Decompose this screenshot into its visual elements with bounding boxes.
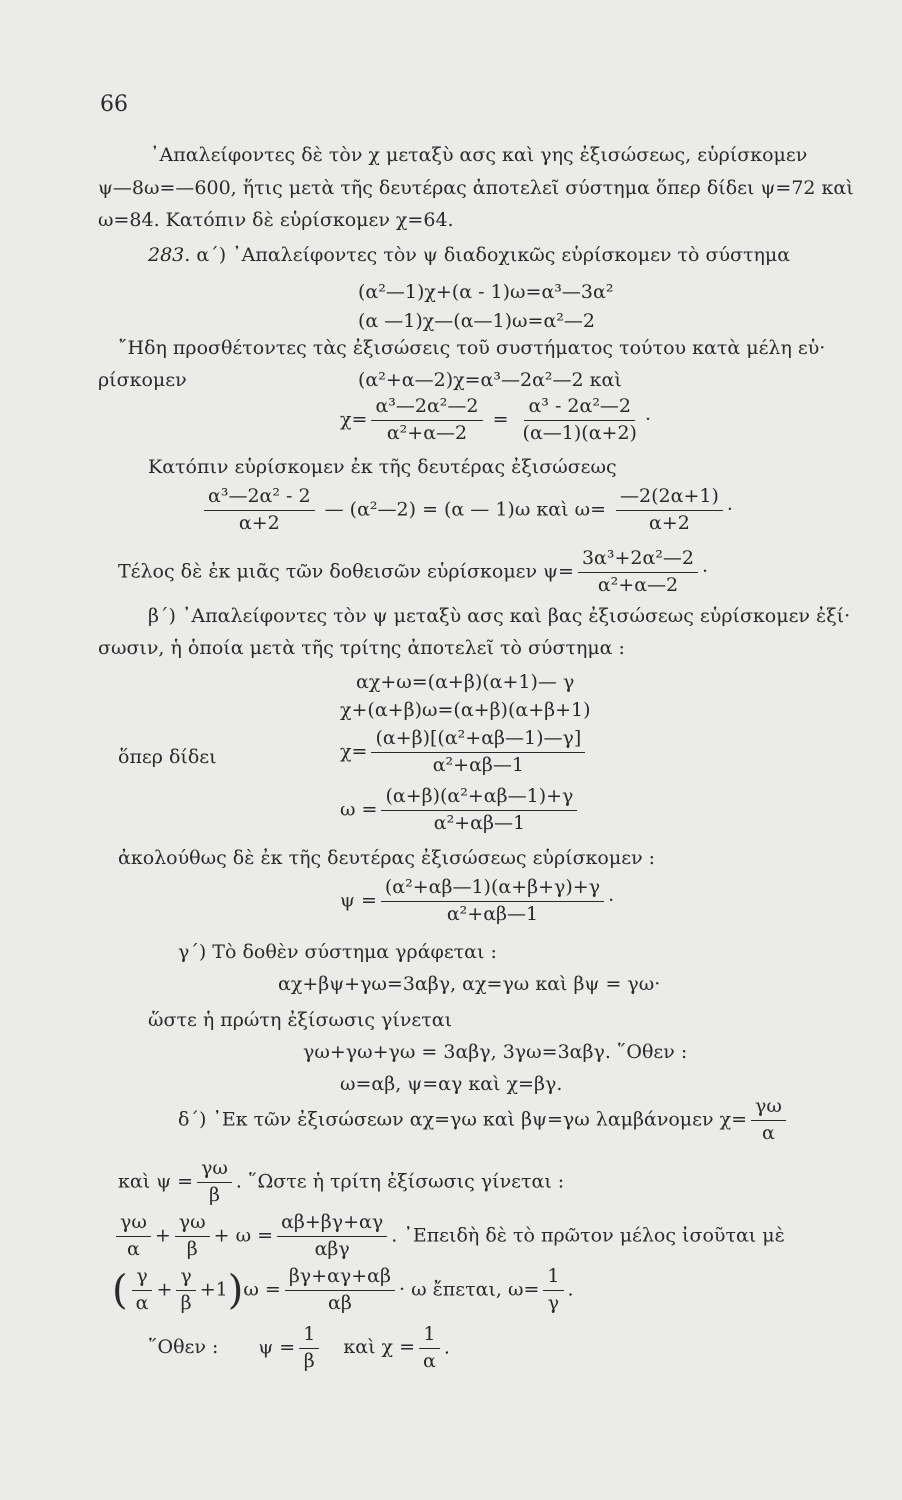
fraction-x-2 [519, 396, 641, 445]
dot: · [726, 498, 733, 521]
c-line-2: ὥστε ἡ πρώτη ἐξίσωσις γίνεται [148, 1009, 453, 1031]
system-eq-1: (α²—1)χ+(α - 1)ω=α³—3α² [358, 281, 614, 303]
equation-sum: (α²+α—2)χ=α³—2α²—2 καὶ [358, 369, 622, 391]
numerator: γ [176, 1266, 195, 1291]
intro-line-3: ω=84. Κατόπιν δὲ εὑρίσκομεν χ=64. [98, 209, 454, 231]
fraction-f7 [419, 1324, 440, 1373]
d-kai-psi: καὶ ψ = [118, 1170, 194, 1193]
text-riskomen: ρίσκομεν [98, 369, 187, 391]
b-equation-psi [340, 877, 614, 926]
system-eq-2: (α —1)χ—(α—1)ω=α²—2 [358, 310, 595, 332]
numerator: (α²+αβ—1)(α+β+γ)+γ [381, 877, 604, 902]
fraction-g2 [176, 1266, 195, 1315]
fraction-bpsi [381, 877, 604, 926]
d-line-5 [148, 1324, 450, 1373]
numerator: 3α³+2α²—2 [578, 548, 698, 573]
denominator: α²+αβ—1 [446, 902, 539, 925]
numerator: αβ+βγ+αγ [277, 1212, 387, 1237]
c-equation-2: γω+γω+γω = 3αβγ, 3γω=3αβγ. ῞Οθεν : [303, 1041, 688, 1063]
right-paren: ) [227, 1267, 244, 1314]
denominator: α²+α—2 [597, 573, 679, 596]
equation-omega [200, 486, 733, 535]
numerator: 1 [299, 1324, 319, 1349]
d-epeidi-text: . ᾿Επειδὴ δὲ τὸ πρῶτον μέλος ἰσοῦται μὲ [391, 1224, 785, 1247]
text-oper-didei: ὅπερ δίδει [118, 746, 217, 768]
fraction-f3 [277, 1212, 387, 1261]
b-line-1: β΄) ᾿Απαλείφοντες τὸν ψ μεταξὺ ασς καὶ βας ἐξισώσεως εὑρίσκομεν ἐξί· [148, 605, 851, 627]
fraction-dpsi [197, 1158, 232, 1207]
denominator: β [303, 1349, 315, 1372]
psi-equals: ψ = [258, 1336, 296, 1359]
omega-equals: ω = [243, 1278, 281, 1301]
denominator: γ [547, 1291, 560, 1314]
text-telos: Τέλος δὲ ἐκ μιᾶς τῶν δοθεισῶν εὑρίσκομεν ψ= [118, 560, 574, 583]
denominator: α²+αβ—1 [433, 811, 526, 834]
fraction-psi [578, 548, 698, 597]
section-a-text: α΄) ᾿Απαλείφοντες τὸν ψ διαδοχικῶς εὑρίσκομεν τὸ σύστημα [196, 244, 791, 266]
othen-text: ῞Οθεν : [148, 1336, 219, 1359]
b-line-2: σωσιν, ἡ ὁποία μετὰ τῆς τρίτης ἀποτελεῖ τὸ σύστημα : [98, 637, 625, 659]
c-line-1: γ΄) Τὸ δοθὲν σύστημα γράφεται : [178, 941, 497, 963]
d-text-2: . ῞Ωστε ἡ τρίτη ἐξίσωσις γίνεται : [235, 1170, 565, 1193]
denominator: α [762, 1121, 775, 1144]
intro-line-1: ᾿Απαλείφοντες δὲ τὸν χ μεταξὺ ασς καὶ γης ἐξισώσεως, εὑρίσκομεν [150, 144, 808, 166]
d-line-2 [118, 1158, 564, 1207]
d-text-1: δ΄) ᾿Εκ τῶν ἐξισώσεων αχ=γω καὶ βψ=γω λαμβάνομεν χ= [178, 1108, 748, 1131]
d-epetai-text: · ω ἔπεται, ω= [399, 1278, 540, 1301]
denominator: β [180, 1291, 192, 1314]
d-line-1 [178, 1096, 790, 1145]
fraction-g1 [132, 1266, 153, 1315]
denominator: α²+αβ—1 [432, 753, 524, 776]
numerator: γω [116, 1212, 151, 1237]
numerator: (α+β)(α²+αβ—1)+γ [381, 786, 577, 811]
b-system-eq-1: αχ+ω=(α+β)(α+1)— γ [356, 671, 575, 693]
denominator: β [209, 1183, 220, 1206]
fraction-bw [381, 786, 577, 835]
numerator: 1 [543, 1266, 563, 1291]
fraction-f5 [543, 1266, 563, 1315]
end-dot: . [567, 1278, 574, 1301]
plus-sign: + [154, 1224, 171, 1247]
plus-one: +1 [199, 1278, 228, 1301]
text-katopin: Κατόπιν εὑρίσκομεν ἐκ τῆς δευτέρας ἐξισώσεως [148, 456, 617, 478]
fraction-bx [371, 728, 585, 777]
numerator: —2(2α+1) [616, 486, 723, 511]
numerator: 1 [419, 1324, 439, 1349]
kai-chi-equals: καὶ χ = [343, 1336, 416, 1359]
text-akolouthos: ἀκολούθως δὲ ἐκ τῆς δευτέρας ἐξισώσεως εὑρίσκομεν : [118, 847, 656, 869]
psi-lhs: ψ = [340, 889, 377, 912]
b-equation-x [340, 728, 589, 777]
plus-sign: + [156, 1278, 173, 1301]
numerator: α³ - 2α²—2 [524, 396, 635, 421]
denominator: α [423, 1349, 436, 1372]
w-lhs: ω = [340, 798, 378, 821]
numerator: γω [175, 1212, 210, 1237]
numerator: γω [751, 1096, 786, 1121]
denominator: α²+α—2 [386, 421, 468, 444]
numerator: γ [132, 1266, 151, 1291]
dot: · [608, 889, 615, 912]
x-lhs: χ= [340, 408, 368, 431]
denominator: β [186, 1237, 198, 1260]
denominator: α [127, 1237, 140, 1260]
c-equation-1: αχ+βψ+γω=3αβγ, αχ=γω καὶ βψ = γω· [278, 973, 661, 995]
fraction-f6 [299, 1324, 319, 1373]
equals-sign: = [492, 408, 509, 431]
page-number: 66 [100, 92, 128, 117]
fraction-dx [751, 1096, 786, 1145]
denominator: αβγ [314, 1237, 350, 1260]
denominator: α+2 [649, 511, 690, 534]
fraction-f4 [285, 1266, 395, 1315]
fraction-w-1 [204, 486, 315, 535]
numerator: (α+β)[(α²+αβ—1)—γ] [371, 728, 585, 753]
numerator: α³—2α² - 2 [204, 486, 315, 511]
b-system-eq-2: χ+(α+β)ω=(α+β)(α+β+1) [340, 699, 591, 721]
equation-x-solution [340, 396, 651, 445]
text-ide-line: ῎Ηδη προσθέτοντες τὰς ἐξισώσεις τοῦ συστήματος τούτου κατὰ μέλη εὑ· [118, 337, 826, 359]
end-dot: . [443, 1336, 450, 1359]
c-equation-3: ω=αβ, ψ=αγ καὶ χ=βγ. [340, 1073, 563, 1095]
plus-omega: + ω = [213, 1224, 274, 1247]
omega-middle: — (α²—2) = (α — 1)ω καὶ ω= [324, 498, 606, 521]
section-number: 283. [148, 244, 191, 266]
fraction-w-2 [616, 486, 723, 535]
denominator: αβ [327, 1291, 352, 1314]
numerator: γω [197, 1158, 232, 1183]
dot: · [644, 408, 651, 431]
fraction-x-1 [371, 396, 482, 445]
x-lhs: χ= [340, 740, 368, 763]
fraction-f2 [175, 1212, 210, 1261]
denominator: (α—1)(α+2) [522, 421, 637, 444]
left-paren: ( [112, 1267, 128, 1314]
denominator: α [135, 1291, 149, 1314]
section-283-heading [148, 245, 790, 267]
numerator: α³—2α²—2 [371, 396, 482, 421]
b-equation-w [340, 786, 581, 835]
dot: · [702, 560, 709, 583]
intro-line-2: ψ—8ω=—600, ἥτις μετὰ τῆς δευτέρας ἀποτελεῖ σύστημα ὅπερ δίδει ψ=72 καὶ [98, 177, 854, 199]
fraction-f1 [116, 1212, 151, 1261]
denominator: α+2 [238, 511, 280, 534]
d-line-3 [112, 1212, 785, 1261]
numerator: βγ+αγ+αβ [285, 1266, 395, 1291]
equation-psi [118, 548, 708, 597]
d-line-4 [112, 1266, 574, 1315]
